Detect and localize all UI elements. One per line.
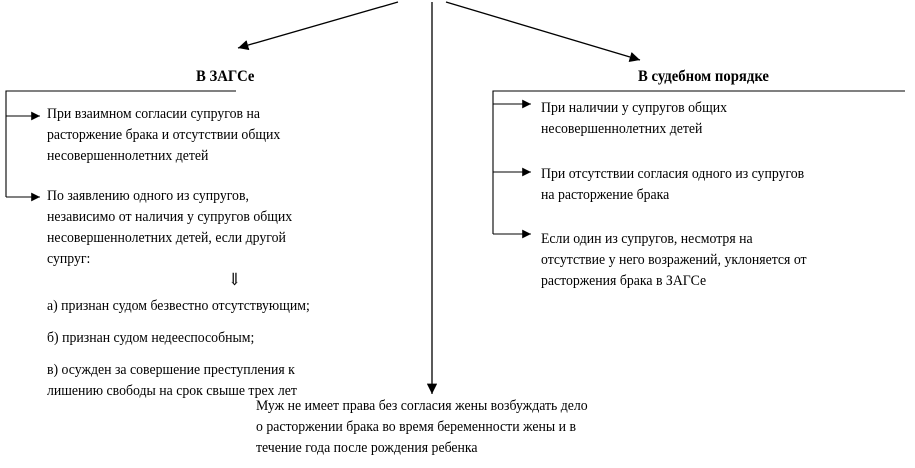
text-line: о расторжении брака во время беременности жены и в — [256, 419, 576, 435]
text-line: При взаимном согласии супругов на — [47, 106, 261, 122]
text-line: При наличии у супругов общих — [541, 100, 727, 116]
text-line: несовершеннолетних детей — [541, 121, 703, 137]
text-line: отсутствие у него возражений, уклоняется от — [541, 252, 807, 268]
text-line: Муж не имеет права без согласия жены возбуждать дело — [256, 398, 588, 414]
text-line: расторжение брака и отсутствии общих — [47, 127, 281, 143]
case-incapacitated: б) признан судом недееспособным; — [47, 330, 255, 346]
text-line: несовершеннолетних детей — [47, 148, 209, 164]
text-line: Если один из супругов, несмотря на — [541, 231, 753, 247]
heading-court: В судебном порядке — [638, 68, 769, 85]
text-line: При отсутствии согласия одного из супругов — [541, 166, 805, 182]
text-line: По заявлению одного из супругов, — [47, 188, 249, 204]
arrow-to-zags — [238, 2, 398, 48]
text-line: лишению свободы на срок свыше трех лет — [47, 383, 297, 399]
case-convicted — [47, 360, 427, 399]
arrow-to-court — [446, 2, 640, 60]
text-line: супруг: — [47, 251, 91, 267]
text-line: несовершеннолетних детей, если другой — [47, 230, 286, 246]
text-line: на расторжение брака — [541, 187, 670, 203]
text-line: в) осужден за совершение преступления к — [47, 362, 295, 378]
down-arrow-icon: ⇓ — [228, 270, 242, 289]
text-line: независимо от наличия у супругов общих — [47, 209, 293, 225]
text-line: расторжения брака в ЗАГСе — [541, 273, 707, 289]
text-line: течение года после рождения ребенка — [256, 440, 478, 456]
case-missing: а) признан судом безвестно отсутствующим; — [47, 298, 310, 314]
heading-zags: В ЗАГСе — [196, 68, 255, 85]
